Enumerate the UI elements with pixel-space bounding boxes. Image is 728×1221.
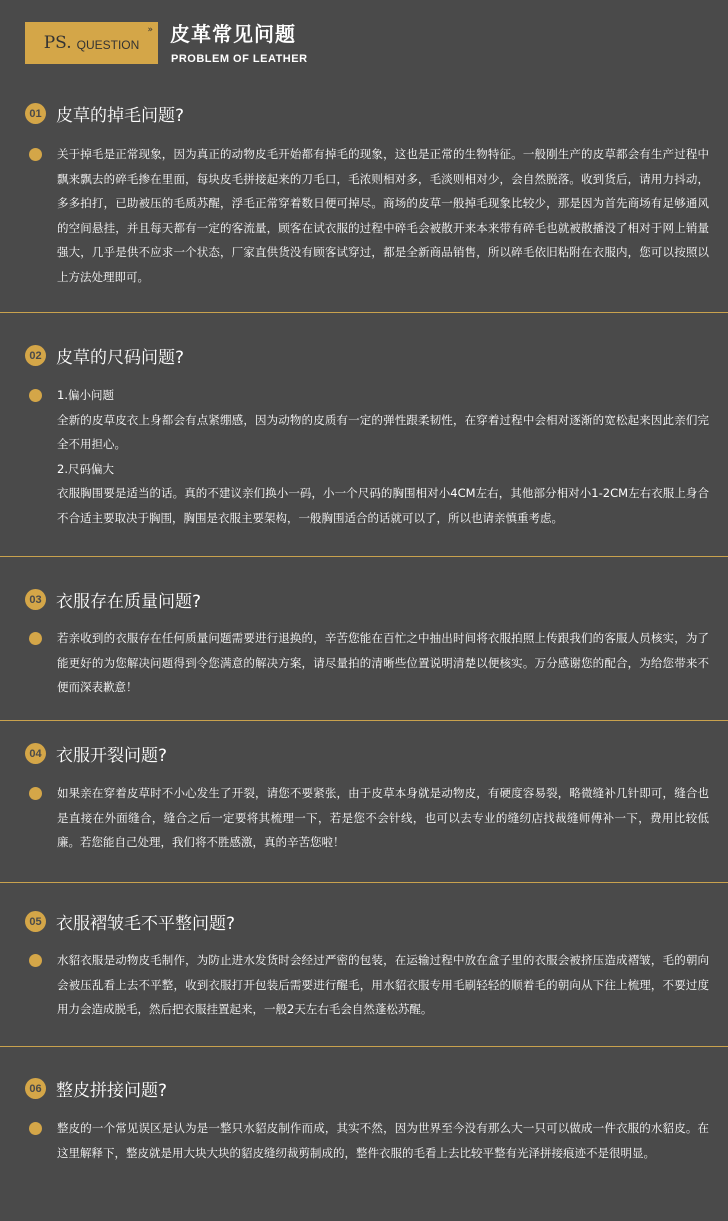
section-body: 如果亲在穿着皮草时不小心发生了开裂，请您不要紧张，由于皮草本身就是动物皮，有硬度容易裂，略微缝补几针即可，缝合也是直接在外面缝合，缝合之后一定要将其梳理一下，若是您不会针线，也可以去专业的缝纫店找裁缝师傅补一下，费用比较低廉。若您能自己处理，我们将不胜感激，真的辛苦您啦！ bbox=[57, 786, 709, 849]
section-number-badge: 05 bbox=[25, 911, 46, 932]
bullet-dot-icon bbox=[29, 148, 42, 161]
section-body: 水貂衣服是动物皮毛制作，为防止进水发货时会经过严密的包装，在运输过程中放在盒子里的衣服会被挤压造成褶皱，毛的朝向会被压乱看上去不平整，收到衣服打开包装后需要进行醒毛，用水貂衣服专用毛刷轻轻的顺着毛的朝向从下往上梳理，不要过度用力会造成脱毛，然后把衣服挂置起来，一般2天左右毛会自然蓬松苏醒。 bbox=[57, 953, 709, 1016]
header bbox=[0, 0, 728, 80]
sub-heading-small-size: 1.偏小问题 bbox=[57, 388, 114, 402]
section-number-badge: 06 bbox=[25, 1078, 46, 1099]
badge-quote-icon: » bbox=[147, 25, 153, 35]
section-title: 皮草的尺码问题? bbox=[56, 348, 185, 368]
section-divider bbox=[0, 312, 728, 313]
ps-question-badge bbox=[25, 22, 158, 64]
bullet-dot-icon bbox=[29, 1122, 42, 1135]
section-body: 若亲收到的衣服存在任何质量问题需要进行退换的，辛苦您能在百忙之中抽出时间将衣服拍照上传跟我们的客服人员核实，为了能更好的为您解决问题得到令您满意的解决方案，请尽量拍的清晰些位置说明清楚以便核实。万分感谢您的配合，为给您带来不便而深表歉意！ bbox=[57, 631, 709, 694]
bullet-dot-icon bbox=[29, 389, 42, 402]
section-number-badge: 01 bbox=[25, 103, 46, 124]
section-divider bbox=[0, 1046, 728, 1047]
badge-question-text: QUESTION bbox=[76, 37, 140, 52]
section-title: 衣服存在质量问题? bbox=[56, 592, 202, 612]
section-body: 整皮的一个常见误区是认为是一整只水貂皮制作而成，其实不然，因为世界至今没有那么大一只可以做成一件衣服的水貂皮。在这里解释下，整皮就是用大块大块的貂皮缝纫裁剪制成的，整件衣服的毛看上去比较平整有光泽拼接痕迹不是很明显。 bbox=[57, 1121, 709, 1160]
section-title: 衣服开裂问题? bbox=[56, 746, 168, 766]
section-body bbox=[57, 383, 709, 530]
section-number-badge: 02 bbox=[25, 345, 46, 366]
bullet-dot-icon bbox=[29, 787, 42, 800]
section-divider bbox=[0, 556, 728, 557]
section-divider bbox=[0, 882, 728, 883]
section-title: 皮草的掉毛问题? bbox=[56, 106, 185, 126]
sub-heading-large-size: 2.尺码偏大 bbox=[57, 461, 114, 476]
bullet-dot-icon bbox=[29, 632, 42, 645]
badge-ps-text: PS. bbox=[43, 33, 72, 53]
bullet-dot-icon bbox=[29, 954, 42, 967]
section-number-badge: 03 bbox=[25, 589, 46, 610]
page-subtitle: PROBLEM OF LEATHER bbox=[171, 53, 308, 65]
sub-body-small-size: 全新的皮草皮衣上身都会有点紧绷感，因为动物的皮质有一定的弹性跟柔韧性，在穿着过程中会相对逐渐的宽松起来因此亲们完全不用担心。 bbox=[57, 412, 709, 451]
page-title: 皮革常见问题 bbox=[170, 22, 296, 46]
sub-body-large-size: 衣服胸围要是适当的话。真的不建议亲们换小一码，小一个尺码的胸围相对小4CM左右，其他部分相对小1-2CM左右衣服上身合不合适主要取决于胸围，胸围是衣服主要架构，一般胸围适合的话就可以了，所以也请亲慎重考虑。 bbox=[57, 486, 709, 525]
section-title: 衣服褶皱毛不平整问题? bbox=[56, 914, 236, 934]
section-body: 关于掉毛是正常现象，因为真正的动物皮毛开始都有掉毛的现象，这也是正常的生物特征。一般刚生产的皮草都会有生产过程中飘来飘去的碎毛掺在里面，每块皮毛拼接起来的刀毛口，毛浓则相对多，毛淡则相对少，会自然脱落。收到货后，请用力抖动，多多拍打，已助被压的毛质苏醒，浮毛正常穿着数日便可掉尽。商场的皮草一般掉毛现象比较少，那是因为首先商场有足够通风的空间悬挂，并且每天都有一定的客流量，顾客在试衣服的过程中碎毛会被散开来本来带有碎毛也就被散播没了相对于网上销量强大，几乎是供不应求一个状态，厂家直供货没有顾客试穿过，都是全新商品销售，所以碎毛依旧粘附在衣服内，您可以按照以上方法处理即可。 bbox=[57, 147, 709, 284]
section-title: 整皮拼接问题? bbox=[56, 1081, 168, 1101]
section-number-badge: 04 bbox=[25, 743, 46, 764]
section-divider bbox=[0, 720, 728, 721]
